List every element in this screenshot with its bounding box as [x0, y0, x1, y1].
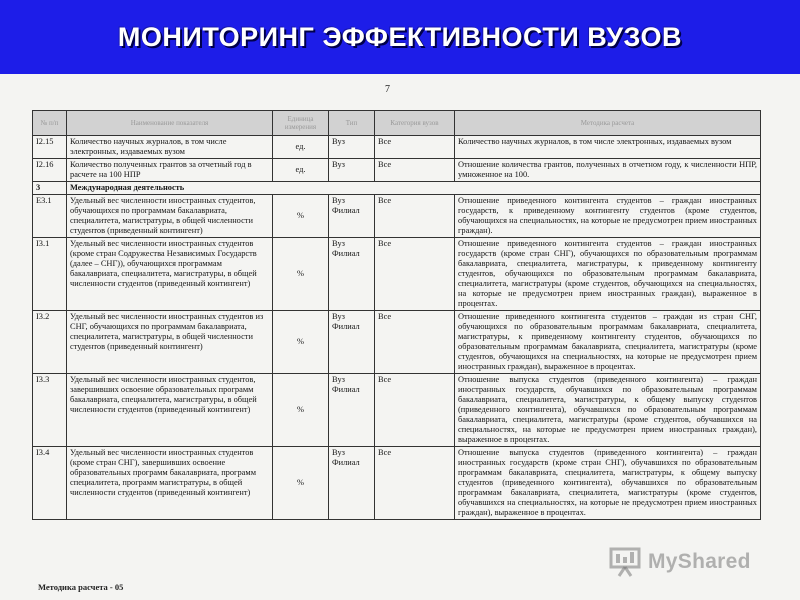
- indicator-name: Удельный вес численности иностранных студентов, завершивших освоение образовательных программ бакалавриата, специалитета, магистратуры, в общей численности студентов (приведенный контингент): [67, 374, 273, 447]
- table-header-row: [33, 111, 761, 136]
- indicator-code: Е3.1: [33, 195, 67, 238]
- page-footer: Методика расчета - 05: [38, 582, 124, 592]
- indicator-method: Отношение приведенного контингента студентов – граждан из стран СНГ, обучающихся по образовательным программам бакалавриата, специалитета, магистратуры, к приведенному контингенту студентов, обучающихся по образовательным программам бакалавриата, специалитета, магистратуры (кроме студентов, обучающихся на специальностях, на которые не предусмотрен прием иностранных граждан), выраженное в процентах.: [455, 311, 761, 374]
- indicator-type: Вуз Филиал: [329, 238, 375, 311]
- indicator-code: I3.1: [33, 238, 67, 311]
- presentation-board-icon: [608, 545, 642, 579]
- table-row: [33, 374, 761, 447]
- table-row: [33, 195, 761, 238]
- table-row: [33, 447, 761, 520]
- indicator-type: Вуз Филиал: [329, 311, 375, 374]
- indicator-method: Отношение выпуска студентов (приведенного контингента) – граждан иностранных государств (кроме стран СНГ), обучавшихся по образовательным программам бакалавриата, специалитета, магистратуры, к общему выпуску студентов (приведенного контингента), обучавшихся по образовательным программам бакалавриата, специалитета, магистратуры (кроме студентов, обучавшихся на специальностях, на которые не предусмотрен прием иностранных граждан), выраженное в процентах.: [455, 447, 761, 520]
- indicator-name: Количество научных журналов, в том числе электронных, издаваемых вузом: [67, 136, 273, 159]
- header-cell: Тип: [329, 111, 375, 136]
- indicator-type: Вуз: [329, 136, 375, 159]
- table-row: [33, 311, 761, 374]
- indicator-unit: ед.: [273, 159, 329, 182]
- indicator-name: Удельный вес численности иностранных студентов, обучающихся по программам бакалавриата, специалитета, магистратуры, в общей численности студентов (приведенный контингент): [67, 195, 273, 238]
- table-row: [33, 136, 761, 159]
- header-cell: Единица измерения: [273, 111, 329, 136]
- indicator-code: I2.15: [33, 136, 67, 159]
- indicator-name: Количество полученных грантов за отчетный год в расчете на 100 НПР: [67, 159, 273, 182]
- indicator-method: Отношение приведенного контингента студентов – граждан иностранных государств, к приведенному контингенту студентов (кроме студентов, обучающихся на специальностях, на которые не предусмотрен прием иностранных граждан).: [455, 195, 761, 238]
- title-banner: [0, 0, 800, 74]
- indicator-type: Вуз Филиал: [329, 195, 375, 238]
- scanned-document-page: [0, 74, 800, 600]
- indicator-category: Все: [375, 136, 455, 159]
- header-cell: Методика расчета: [455, 111, 761, 136]
- indicator-unit: %: [273, 195, 329, 238]
- indicator-name: Удельный вес численности иностранных студентов (кроме стран Содружества Независимых Государств (далее – СНГ)), обучающихся программам бакалавриата, специалитета, магистратуры, в общей численности студентов (приведенный контингент): [67, 238, 273, 311]
- indicator-code: I3.3: [33, 374, 67, 447]
- watermark: [608, 540, 768, 584]
- indicator-unit: ед.: [273, 136, 329, 159]
- indicator-category: Все: [375, 311, 455, 374]
- table-row: [33, 159, 761, 182]
- indicator-method: Отношение выпуска студентов (приведенного контингента) – граждан иностранных государств, обучавшихся по образовательным программам бакалавриата, специалитета, магистратуры, к общему выпуску студентов (приведенного контингента), обучавшихся по образовательным программам бакалавриата, специалитета, магистратуры (кроме студентов, обучавшихся на специальностях, на которые не предусмотрен прием иностранных граждан), выраженное в процентах.: [455, 374, 761, 447]
- section-title: Международная деятельность: [67, 182, 761, 195]
- header-cell: № п/п: [33, 111, 67, 136]
- indicator-category: Все: [375, 238, 455, 311]
- watermark-text: MyShared: [648, 550, 751, 573]
- indicator-method: Количество научных журналов, в том числе электронных, издаваемых вузом: [455, 136, 761, 159]
- indicators-table: [32, 110, 761, 520]
- header-cell: Категория вузов: [375, 111, 455, 136]
- indicator-category: Все: [375, 195, 455, 238]
- indicator-code: I3.4: [33, 447, 67, 520]
- indicator-unit: %: [273, 311, 329, 374]
- indicator-category: Все: [375, 374, 455, 447]
- indicator-category: Все: [375, 159, 455, 182]
- page-number: 7: [385, 84, 390, 95]
- indicator-method: Отношение количества грантов, полученных в отчетном году, к численности НПР, умноженное на 100.: [455, 159, 761, 182]
- indicator-name: Удельный вес численности иностранных студентов из СНГ, обучающихся по программам бакалавриата, специалитета, магистратуры, в общей численности студентов (приведенный контингент): [67, 311, 273, 374]
- indicator-type: Вуз: [329, 159, 375, 182]
- slide-title: МОНИТОРИНГ ЭФФЕКТИВНОСТИ ВУЗОВ: [117, 21, 683, 52]
- header-cell: Наименование показателя: [67, 111, 273, 136]
- table-row: [33, 238, 761, 311]
- section-row: [33, 182, 761, 195]
- indicator-name: Удельный вес численности иностранных студентов (кроме стран СНГ), завершивших освоение образовательных программ бакалавриата, программ специалитета, программ магистратуры, в общей численности студентов (приведенный контингент): [67, 447, 273, 520]
- indicator-category: Все: [375, 447, 455, 520]
- indicator-unit: %: [273, 374, 329, 447]
- indicator-code: I3.2: [33, 311, 67, 374]
- indicator-type: Вуз Филиал: [329, 447, 375, 520]
- indicator-unit: %: [273, 447, 329, 520]
- indicator-method: Отношение приведенного контингента студентов – граждан иностранных государств (кроме стран СНГ), обучающихся по образовательным программам бакалавриата, специалитета, магистратуры, к приведенному контингенту студентов, обучающихся по образовательным программам бакалавриата, специалитета, магистратуры (кроме студентов, обучающихся на специальностях, на которые не предусмотрен прием иностранных граждан), выраженное в процентах.: [455, 238, 761, 311]
- indicator-type: Вуз Филиал: [329, 374, 375, 447]
- indicator-code: I2.16: [33, 159, 67, 182]
- indicator-unit: %: [273, 238, 329, 311]
- section-number: 3: [33, 182, 67, 195]
